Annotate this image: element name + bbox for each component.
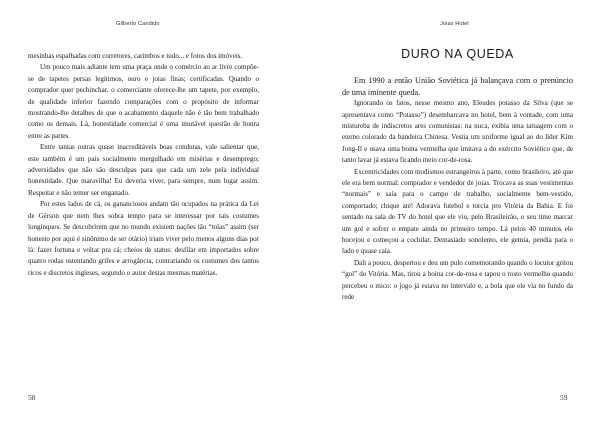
paragraph: mesinhas espalhadas com corretores, carimbos e tudo... e fotos dos imóveis.: [28, 52, 243, 60]
chapter-title: DURO NA QUEDA: [401, 47, 514, 61]
running-head-author: Gilberto Candido: [116, 21, 160, 27]
paragraph: Um pouco mais adiante tem uma praça onde o comércio ao ar livre compõe-se de tapetes persas legítimos, ouro e joias finas; certificadas. Quando o comprador quer pechinchar, o comerciante oferece-lhe um tapete, por exemplo, de qualidade inferior fazendo comparações com o propósito de informar mostrando-lhe detalhes de que o acabamento daquele não é tão bem trabalhado como os demais. Lá, honestidade comercial é uma imutável questão de honra entre as partes.: [28, 63, 259, 140]
paragraph: Por estes lados de cá, os gananciosos andam tão ocupados na prática da Lei de Gérson que nem lhes sobra tempo para se interessar por tais costumes longínquos. Se descobrirem que no mundo existem nações tão “tolas” assim (ser honesto por aqui é sinônimo de ser otário) iriam viver pelo menos alguns dias por lá: fazer fortuna e voltar pra cá; cheios de status: desfilar em importados sobre quatro rodas ostentando grifes e arrogância, contrariando os costumes dos tantos ricos e discretos ingleses, segundo o autor destas mesmas matérias.: [28, 200, 259, 277]
paragraph: Excentricidades com modismos estrangeiros à parte, como brasileiro, até que ele era bem normal: comprador e vendedor de joias. Trocava as suas vestimentas “normais” e saía para o campo de trabalho, socialmente bem-vestido, comportado; chique até! Adorava futebol e torcia pro Vitória da Bahia. E foi sentado na sala de TV do hotel que ele viu, pelo Brasileirão, o seu time marcar um gol e sofrer o empate ainda no primeiro tempo. Lá pelos 40 minutos ele bocejou e começou a cochilar. Demasiado sonolento, ele gemia, pendia para o lado e quase caía.: [342, 167, 573, 256]
right-page-body: [342, 75, 573, 304]
right-page: [300, 0, 600, 425]
paragraph: Dali a pouco, despertou e deu um pulo comemorando quando o locutor gritou “gol” do Vitória. Mas, tirou a boina cor-de-rosa e tapou o rosto vermelho quando percebeu o mico: o jogo já estava no intervalo e, a bola que ele via no fundo da rede: [342, 258, 573, 302]
paragraph: Em 1990 a então União Soviética já balançava com o prenúncio de uma iminente queda.: [342, 76, 573, 97]
page-number-left: 58: [28, 393, 36, 402]
paragraph: Entre tantas outras quase inacreditáveis boas condutas, vale salientar que, este também é um país socialmente mergulhado em misérias e desemprego; adversidades que não são desculpas para que cada um zele pela individual honestidade. Que maravilha! Eu deveria viver, para sempre, num lugar assim. Respeitar e não temer ser enganado.: [28, 143, 259, 197]
left-page-body: [28, 51, 259, 279]
running-head-book-title: Joias Hotel: [440, 21, 469, 27]
page-number-right: 59: [560, 393, 568, 402]
paragraph: Ignorando os fatos, nesse mesmo ano, Eleudes potasso da Silva (que se apresentava como “Potasso”) desembarcava no hotel, bem à vontade, com uma mistureba de indiscretos ares comunistas: na nuca, exibia uma tatuagem com o eterno colorado da bandeira Chinesa. Vestia um uniforme igual ao do líder Kim Jong-Il e usava uma boina vermelha que imitava a do exército Soviético que, de tanto lavar já estava ficando meio cor-de-rosa.: [342, 99, 573, 165]
